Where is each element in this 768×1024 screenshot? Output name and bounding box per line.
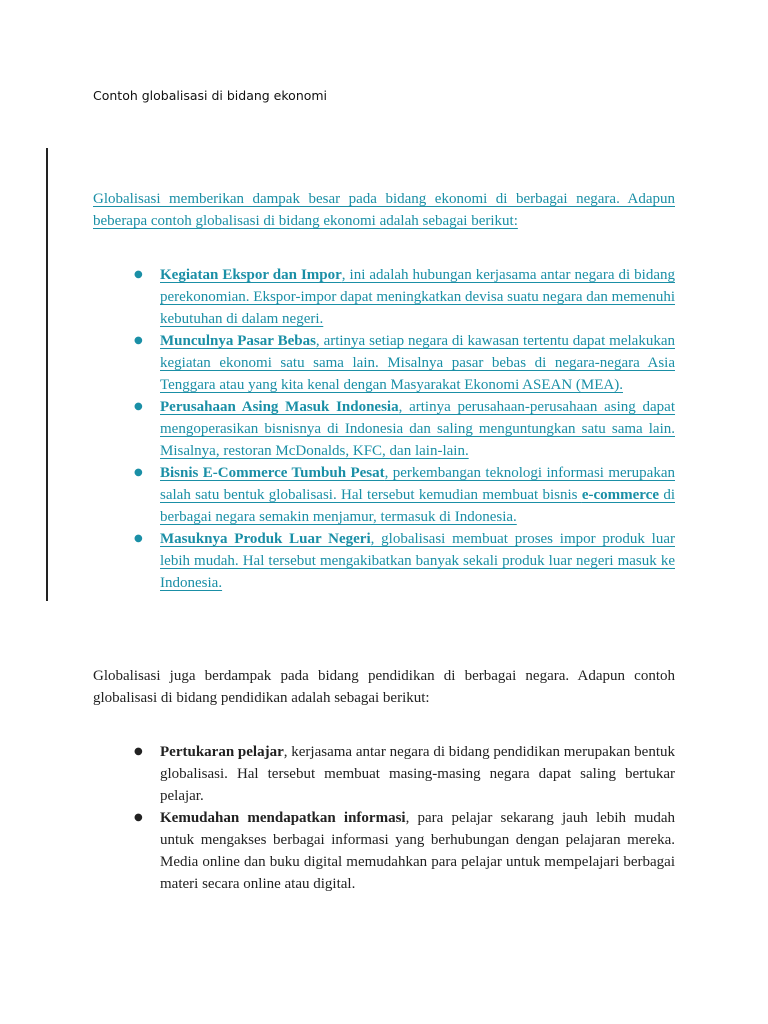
bullet-icon: ● xyxy=(134,533,143,544)
item-heading: Kegiatan Ekspor dan Impor xyxy=(160,267,342,283)
bullet-icon: ● xyxy=(134,467,143,478)
list-item[interactable] xyxy=(93,462,675,528)
item-text: , ini adalah hubungan kerjasama antar negara di bidang perekonomian. Ekspor-impor dapat meningkatkan devisa suatu negara dan memenuhi kebutuhan di dalam negeri. xyxy=(160,267,675,327)
bullet-icon: ● xyxy=(134,401,143,412)
bullet-icon: ● xyxy=(134,746,143,757)
item-heading: Masuknya Produk Luar Negeri xyxy=(160,531,371,547)
list-item xyxy=(93,807,675,895)
education-intro: Globalisasi juga berdampak pada bidang pendidikan di berbagai negara. Adapun contoh globalisasi di bidang pendidikan adalah sebagai berikut: xyxy=(93,668,675,706)
list-item[interactable] xyxy=(93,528,675,594)
item-heading: Perusahaan Asing Masuk Indonesia xyxy=(160,399,399,415)
list-item[interactable] xyxy=(93,264,675,330)
item-text: , kerjasama antar negara di bidang pendidikan merupakan bentuk globalisasi. Hal tersebut membuat masing-masing negara dapat saling bertukar pelajar. xyxy=(160,744,675,804)
item-heading-ecommerce: e-commerce xyxy=(581,487,659,503)
list-item[interactable] xyxy=(93,330,675,396)
page-title: Contoh globalisasi di bidang ekonomi xyxy=(93,88,328,103)
item-text: , para pelajar sekarang jauh lebih mudah untuk mengakses berbagai informasi yang berhubungan dengan pelajaran mereka. Media online dan buku digital memudahkan para pelajar untuk mempelajari berbagai materi secara online atau digital. xyxy=(160,810,676,892)
economy-intro[interactable]: Globalisasi memberikan dampak besar pada bidang ekonomi di berbagai negara. Adapun beberapa contoh globalisasi di bidang ekonomi adalah sebagai berikut: xyxy=(93,191,675,229)
bullet-icon: ● xyxy=(134,335,143,346)
item-heading: Pertukaran pelajar xyxy=(160,744,284,760)
bullet-icon: ● xyxy=(134,812,143,823)
economy-list xyxy=(93,264,675,594)
item-text: di berbagai negara semakin menjamur, termasuk di Indonesia. xyxy=(160,487,675,525)
item-text: , perkembangan teknologi informasi merupakan salah satu bentuk globalisasi. Hal tersebut kemudian membuat bisnis xyxy=(160,465,675,503)
economy-section xyxy=(93,188,675,594)
education-section xyxy=(93,665,675,895)
item-text: , artinya setiap negara di kawasan tertentu dapat melakukan kegiatan ekonomi satu sama lain. Misalnya pasar bebas di negara-negara Asia Tenggara atau yang kita kenal dengan Masyarakat Ekonomi ASEAN (MEA). xyxy=(160,333,675,393)
item-text: , globalisasi membuat proses impor produk luar lebih mudah. Hal tersebut mengakibatkan banyak sekali produk luar negeri masuk ke Indonesia. xyxy=(160,531,675,591)
item-heading: Munculnya Pasar Bebas xyxy=(160,333,316,349)
bullet-icon: ● xyxy=(134,269,143,280)
revision-bar xyxy=(46,148,48,601)
list-item[interactable] xyxy=(93,396,675,462)
education-list xyxy=(93,741,675,895)
item-heading: Kemudahan mendapatkan informasi xyxy=(160,810,406,826)
item-heading: Bisnis E-Commerce Tumbuh Pesat xyxy=(160,465,385,481)
item-text: , artinya perusahaan-perusahaan asing dapat mengoperasikan bisnisnya di Indonesia dan saling menguntungkan satu sama lain. Misalnya, restoran McDonalds, KFC, dan lain-lain. xyxy=(160,399,676,459)
list-item xyxy=(93,741,675,807)
